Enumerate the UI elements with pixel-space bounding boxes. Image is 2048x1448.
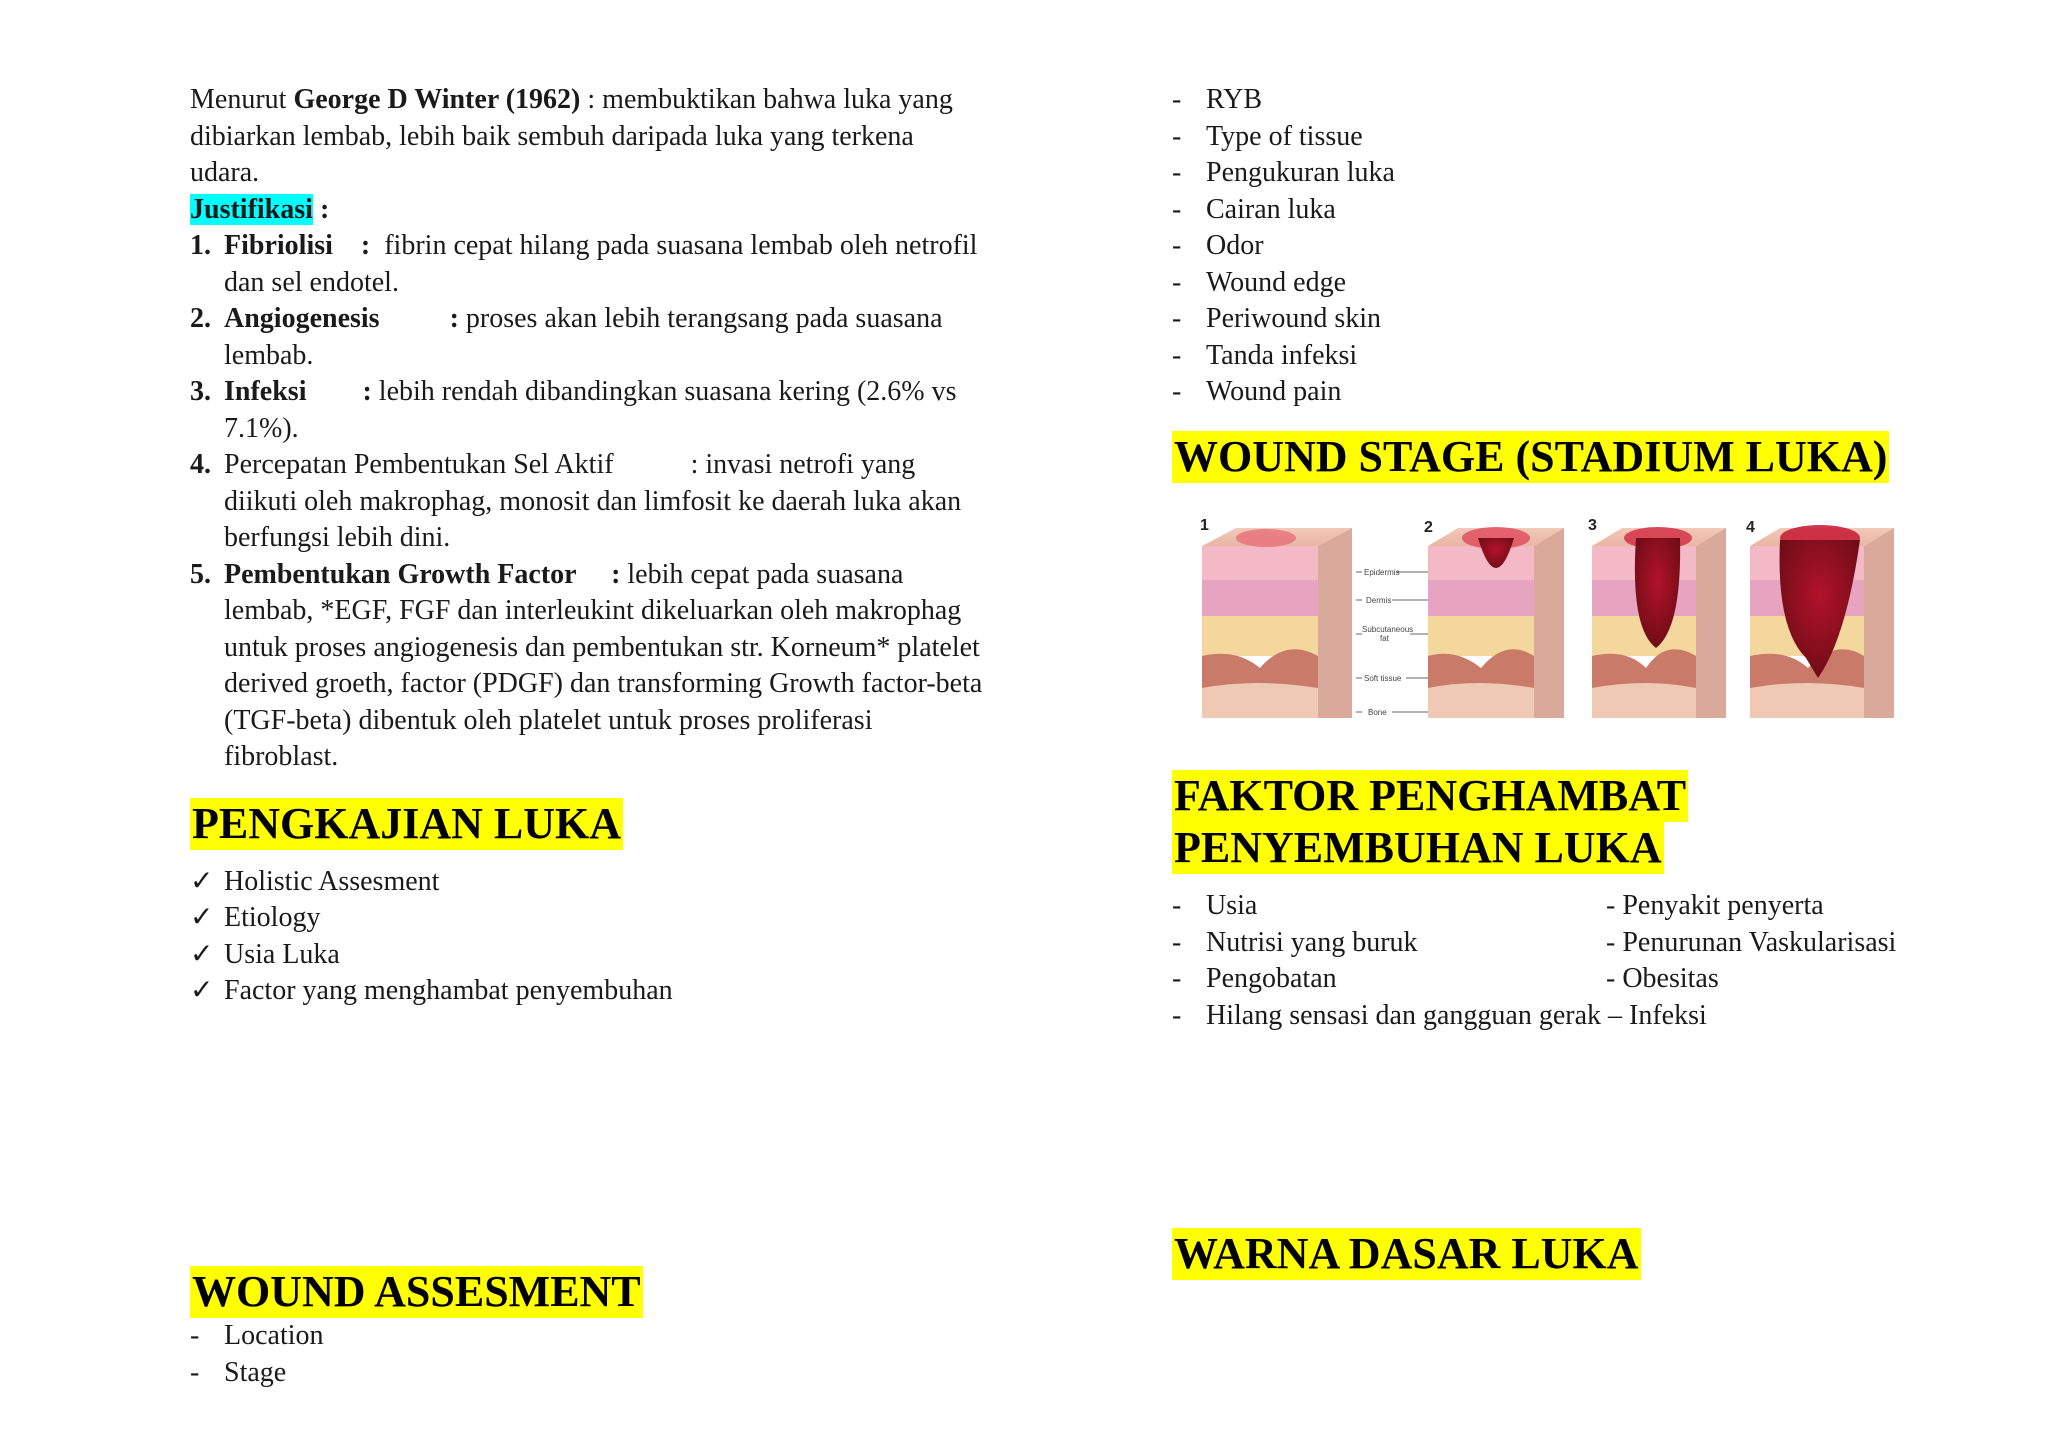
item-text: Type of tissue [1206,120,1363,152]
stage-3-block [1592,527,1726,718]
item-term: Fibriolisi [224,230,333,261]
list-item [190,557,990,776]
list-item [190,228,990,301]
stage-number: 4 [1746,519,1755,536]
item-text: Pengobatan [1206,963,1337,994]
list-item [190,864,990,901]
item-text: Location [224,1320,324,1351]
faktor-list [1172,888,2032,1034]
pengkajian-title: PENGKAJIAN LUKA [192,798,622,848]
wound-stage-block [1172,431,2032,483]
dash-marker: - [1172,890,1182,921]
stage-2-block [1428,527,1564,718]
dash-marker: - [1172,926,1182,958]
item-sep: : [306,376,379,407]
item-text: Wound pain [1206,376,1342,407]
justifikasi-list [190,228,990,776]
justifikasi-colon: : [312,193,330,225]
item-text: Stage [224,1356,287,1388]
dash-marker: - [1172,339,1182,371]
dash-marker: - [190,1320,200,1351]
list-item [190,374,990,447]
item-number: 4. [190,449,211,480]
item-number: 2. [190,303,211,334]
list-item [190,900,990,937]
stage-4-block [1750,525,1894,718]
intro-author: George D Winter (1962) [293,84,581,115]
stage-1-block [1202,528,1352,718]
list-item [190,301,990,374]
item-text: Holistic Assesment [224,865,440,897]
item-term: Percepatan Pembentukan Sel Aktif [224,449,614,480]
list-item [1172,925,2032,962]
dash-marker: - [1172,963,1182,994]
list-item [190,1318,990,1355]
item-text-secondary: - Obesitas [1606,963,1719,994]
item-text: RYB [1206,84,1263,115]
warna-block [1172,1228,1641,1280]
item-text: Pengukuran luka [1206,157,1395,188]
item-number: 3. [190,376,211,407]
pengkajian-block [190,798,990,850]
faktor-title-line-2: PENYEMBUHAN LUKA [1174,823,1662,872]
list-item [1172,119,2032,156]
list-item [1172,374,2032,411]
dash-marker: - [1172,193,1182,225]
stage-number: 3 [1588,518,1597,534]
wound-assesment-title: WOUND ASSESMENT [192,1267,641,1316]
layer-label: Epidermis [1364,568,1400,577]
list-item [1172,192,2032,229]
check-icon: ✓ [190,865,214,897]
item-text: Hilang sensasi dan gangguan gerak – Infeksi [1206,999,1707,1031]
dash-marker: - [1172,303,1182,334]
stage-number: 2 [1424,519,1433,536]
item-sep: : [576,558,628,590]
intro-text: : membuktikan bahwa luka yang dibiarkan lembab, lebih baik sembuh daripada luka yang terkena udara. [190,84,953,188]
faktor-title-line-1: FAKTOR PENGHAMBAT [1174,771,1687,820]
pengkajian-list [190,864,990,1010]
list-item [190,973,990,1010]
wound-stage-figure [1196,518,1896,728]
item-sep: : [332,230,385,261]
item-text: Nutrisi yang buruk [1206,926,1418,958]
dash-marker: - [1172,84,1182,115]
list-item [1172,82,2032,119]
item-text: Cairan luka [1206,193,1336,225]
wound-stage-title: WOUND STAGE (STADIUM LUKA) [1174,431,1888,481]
check-icon: ✓ [190,975,214,1006]
item-text: Factor yang menghambat penyembuhan [224,975,673,1006]
warna-title: WARNA DASAR LUKA [1174,1229,1639,1278]
item-text: Odor [1206,230,1264,261]
dash-marker: - [1172,120,1182,152]
check-icon: ✓ [190,902,214,933]
layer-label: fat [1380,634,1389,643]
list-item [1172,155,2032,192]
item-text: Usia Luka [224,938,340,970]
dash-marker: - [1172,230,1182,261]
item-text: lebih cepat pada suasana lembab, *EGF, FGF dan interleukint dikeluarkan oleh makrophag untuk proses angiogenesis dan pembentukan str. Korneum* platelet derived groeth, factor (PDGF) dan transforming Growth factor-beta (TGF-beta) dibentuk oleh platelet untuk proses proliferasi fibroblast. [224,558,983,772]
list-item [190,937,990,974]
faktor-block [1172,770,2032,1034]
item-sep: : [379,303,466,334]
list-item [1172,888,2032,925]
intro-paragraph [190,82,990,192]
list-item [1172,998,2032,1035]
item-term: Infeksi [224,376,307,407]
item-text: invasi netrofi yang diikuti oleh makrophag, monosit dan limfosit ke daerah luka akan berfungsi lebih dini. [224,449,962,553]
list-item [190,447,990,557]
layer-label: Dermis [1366,596,1392,605]
item-sep: : [613,449,706,480]
item-number: 1. [190,230,211,261]
assesment-continued-list [1172,82,2032,411]
wound-assesment-block [190,1266,990,1391]
item-text: lebih rendah dibandingkan suasana kering (2.6% vs 7.1%). [224,376,957,444]
item-text: fibrin cepat hilang pada suasana lembab oleh netrofil dan sel endotel. [224,230,978,298]
list-item [1172,961,2032,998]
list-item [1172,338,2032,375]
layer-label: Bone [1368,708,1387,717]
right-column [1172,82,2032,483]
item-text-secondary: - Penyakit penyerta [1606,890,1824,921]
dash-marker: - [1172,266,1182,298]
dash-marker: - [1172,376,1182,407]
list-item [1172,265,2032,302]
justifikasi-heading [190,192,990,229]
intro-prefix: Menurut [190,84,294,115]
layer-label: Subcutaneous [1362,625,1414,634]
list-item [190,1355,990,1392]
layer-label: Soft tissue [1364,674,1402,683]
check-icon: ✓ [190,938,214,970]
item-term: Angiogenesis [224,303,380,334]
dash-marker: - [1172,157,1182,188]
dash-marker: - [190,1356,200,1388]
item-text: Usia [1206,890,1258,921]
list-item [1172,228,2032,265]
justifikasi-label: Justifikasi [190,193,313,225]
dash-marker: - [1172,999,1182,1031]
item-text: Periwound skin [1206,303,1381,334]
item-text: Tanda infeksi [1206,339,1358,371]
wound-assesment-list [190,1318,990,1391]
item-term: Pembentukan Growth Factor [224,558,577,590]
item-text: Etiology [224,902,321,933]
list-item [1172,301,2032,338]
item-text: Wound edge [1206,266,1347,298]
item-text: proses akan lebih terangsang pada suasana lembab. [224,303,943,371]
stage-number: 1 [1200,518,1209,534]
item-text-secondary: - Penurunan Vaskularisasi [1606,926,1897,958]
left-column [190,82,990,1010]
item-number: 5. [190,558,211,590]
